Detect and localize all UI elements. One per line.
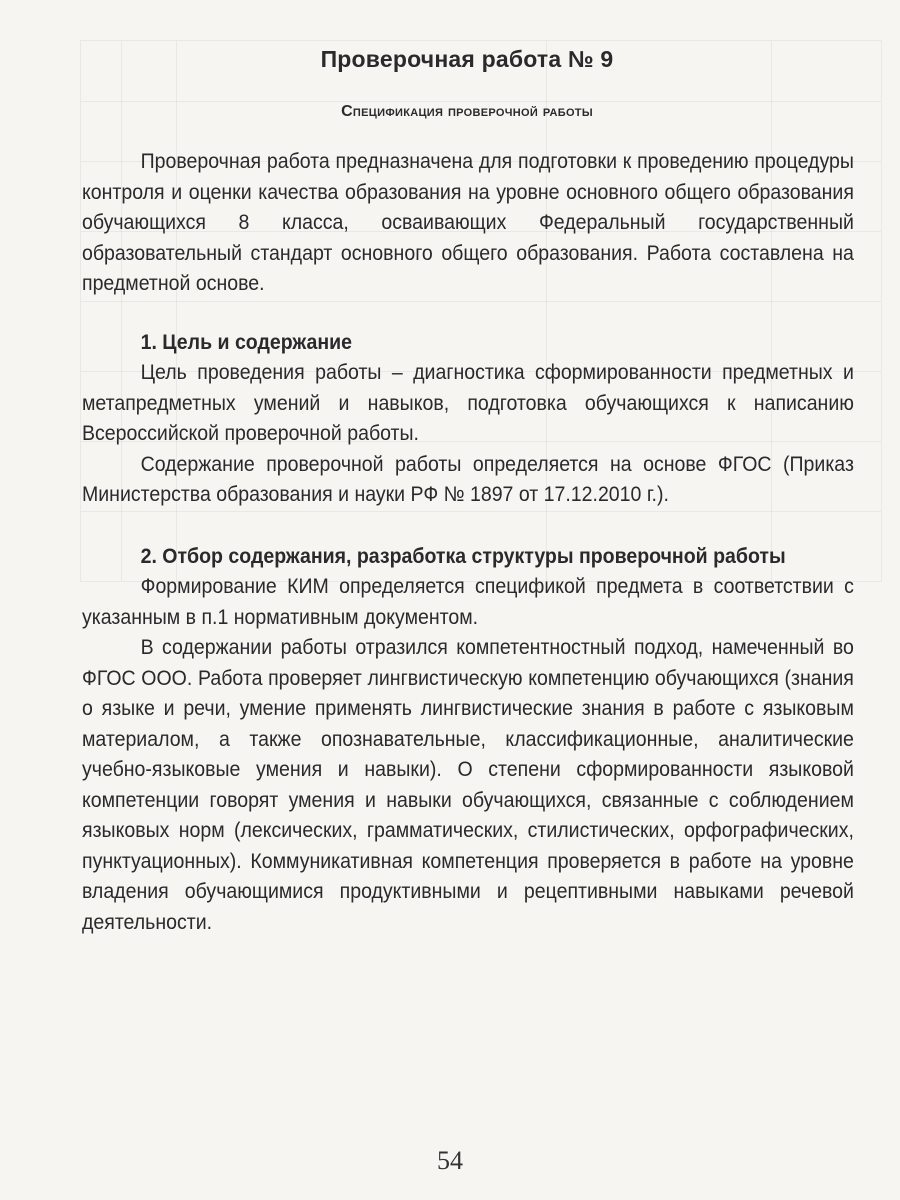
section-2-paragraph-1: Формирование КИМ определяется спецификой предмета в соответствии с указанным в п.1 нормативным документом. xyxy=(82,575,854,629)
section-1-paragraph-2: Содержание проверочной работы определяется на основе ФГОС (Приказ Министерства образования и науки РФ № 1897 от 17.12.2010 г.). xyxy=(82,452,854,506)
document-subtitle: Спецификация проверочной работы xyxy=(341,103,593,120)
page-number: 54 xyxy=(437,1146,463,1175)
section-2-paragraph-2: В содержании работы отразился компетентностный подход, намеченный во ФГОС ООО. Работа проверяет лингвистическую компетенцию обучающихся (знания о языке и речи, умение применять лингвистические знания в работе с языковым материалом, а также опознавательные, классификационные, аналитические учебно-языковые умения и навыки). О степени сформированности языковой компетенции говорят умения и навыки обучающихся, связанные с соблюдением языковых норм (лексических, грамматических, стилистических, орфографических, пунктуационных). Коммуникативная компетенция проверяется в работе на уровне владения обучающимися продуктивными и рецептивными навыками речевой деятельности. xyxy=(82,636,854,934)
section-heading-structure: 2. Отбор содержания, разработка структуры проверочной работы xyxy=(140,544,786,568)
document-page xyxy=(82,42,852,938)
section-1-paragraph-1: Цель проведения работы – диагностика сформированности предметных и метапредметных умений и навыков, подготовка обучающихся к написанию Всероссийской проверочной работы. xyxy=(82,361,854,445)
document-title: Проверочная работа № 9 xyxy=(320,46,614,72)
section-heading-goal: 1. Цель и содержание xyxy=(140,330,353,354)
intro-paragraph: Проверочная работа предназначена для подготовки к проведению процедуры контроля и оценки качества образования на уровне основного общего образования обучающихся 8 класса, осваивающих Федеральный государственный образовательный стандарт основного общего образования. Работа составлена на предметной основе. xyxy=(82,150,854,295)
